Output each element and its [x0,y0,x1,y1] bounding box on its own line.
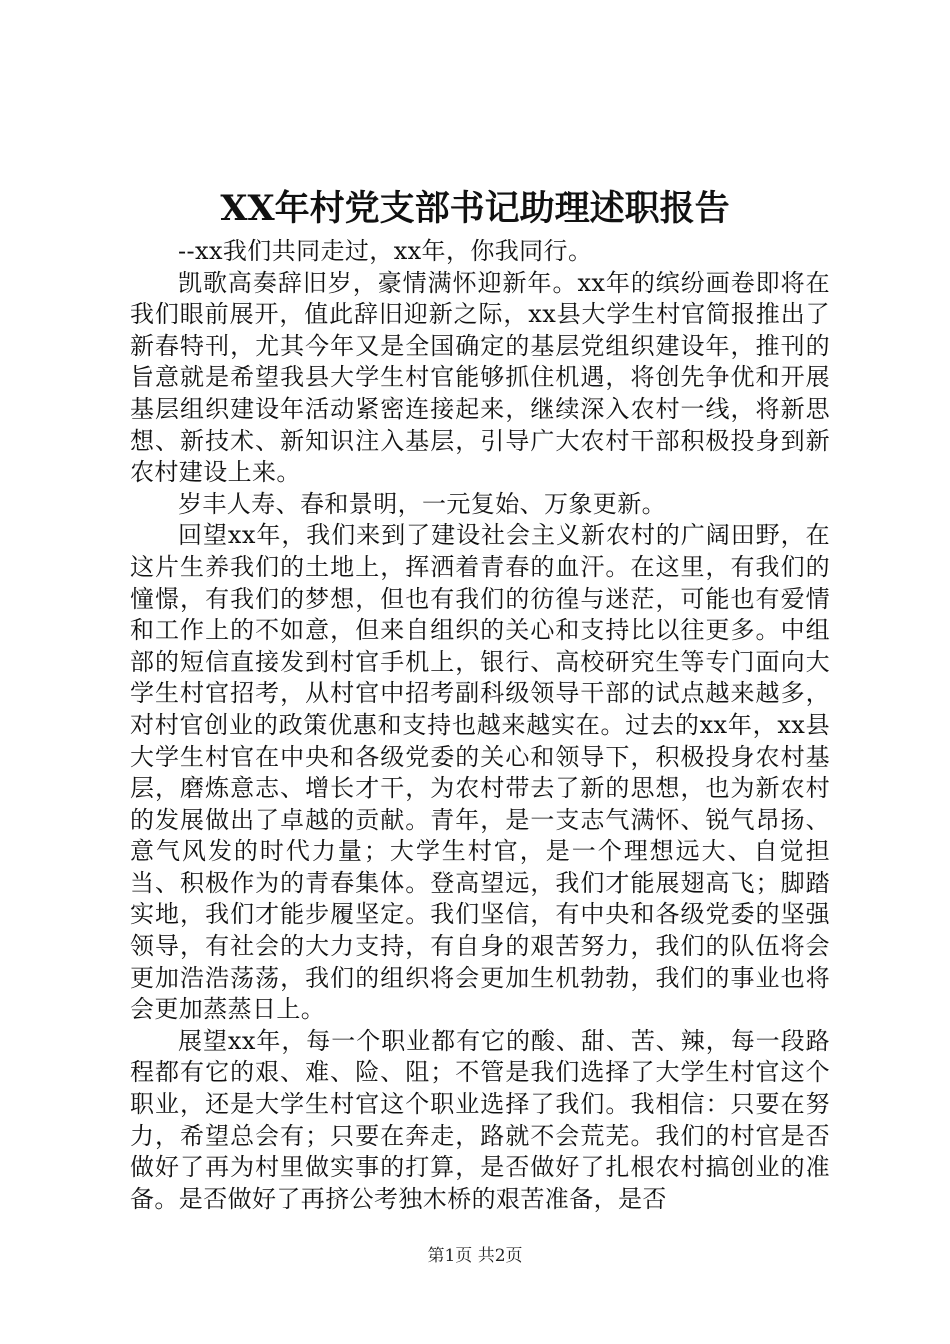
paragraph: 展望xx年，每一个职业都有它的酸、甜、苦、辣，每一段路程都有它的艰、难、险、阻；不管是我们选择了大学生村官这个职业，还是大学生村官这个职业选择了我们。我相信：只要在努力，希望总会有；只要在奔走，路就不会荒芜。我们的村官是否做好了再为村里做实事的打算，是否做好了扎根农村搞创业的准备。是否做好了再挤公考独木桥的艰苦准备，是否 [130,1026,830,1213]
document-title: XX年村党支部书记助理述职报告 [220,188,730,229]
page-number-footer: 第1页 共2页 [427,1246,523,1266]
paragraph: 回望xx年，我们来到了建设社会主义新农村的广阔田野，在这片生养我们的土地上，挥洒着青春的血汗。在这里，有我们的憧憬，有我们的梦想，但也有我们的彷徨与迷茫，可能也有爱情和工作上的不如意，但来自组织的关心和支持比以往更多。中组部的短信直接发到村官手机上，银行、高校研究生等专门面向大学生村官招考，从村官中招考副科级领导干部的试点越来越多，对村官创业的政策优惠和支持也越来越实在。过去的xx年，xx县大学生村官在中央和各级党委的关心和领导下，积极投身农村基层，磨炼意志、增长才干，为农村带去了新的思想，也为新农村的发展做出了卓越的贡献。青年，是一支志气满怀、锐气昂扬、意气风发的时代力量；大学生村官，是一个理想远大、自觉担当、积极作为的青春集体。登高望远，我们才能展翅高飞；脚踏实地，我们才能步履坚定。我们坚信，有中央和各级党委的坚强领导，有社会的大力支持，有自身的艰苦努力，我们的队伍将会更加浩浩荡荡，我们的组织将会更加生机勃勃，我们的事业也将会更加蒸蒸日上。 [130,521,830,1024]
paragraph: --xx我们共同走过，xx年，你我同行。 [178,237,593,265]
paragraph: 凯歌高奏辞旧岁，豪情满怀迎新年。xx年的缤纷画卷即将在我们眼前展开，值此辞旧迎新之际，xx县大学生村官简报推出了新春特刊，尤其今年又是全国确定的基层党组织建设年，推刊的旨意就是希望我县大学生村官能够抓住机遇，将创先争优和开展基层组织建设年活动紧密连接起来，继续深入农村一线，将新思想、新技术、新知识注入基层，引导广大农村干部积极投身到新农村建设上来。 [130,268,830,487]
paragraph: 岁丰人寿、春和景明，一元复始、万象更新。 [178,489,666,518]
document-body [130,236,830,1215]
